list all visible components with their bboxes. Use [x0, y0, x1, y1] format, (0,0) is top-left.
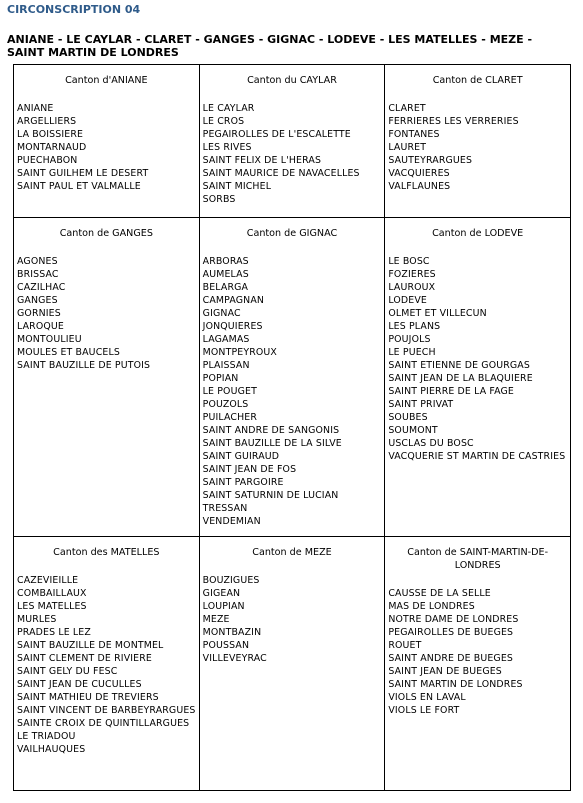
canton-cell: [14, 537, 200, 791]
commune-item: CAUSSE DE LA SELLE: [388, 588, 491, 599]
commune-item: POUSSAN: [202, 640, 250, 651]
commune-item: COMBAILLAUX: [17, 588, 87, 599]
commune-item: SAINT BAUZILLE DE MONTMEL: [17, 640, 164, 651]
commune-item: POUJOLS: [388, 334, 431, 345]
commune-item: SAINT ANDRE DE SANGONIS: [202, 425, 340, 436]
commune-item: VIOLS EN LAVAL: [388, 692, 466, 703]
commune-item: LE CROS: [202, 116, 245, 127]
canton-name: Canton du CAYLAR: [247, 75, 337, 86]
commune-item: SAINT ETIENNE DE GOURGAS: [388, 360, 530, 371]
commune-item: OLMET ET VILLECUN: [388, 308, 487, 319]
commune-item: MONTPEYROUX: [202, 347, 277, 358]
commune-item: SAINT JEAN DE CUCULLES: [17, 679, 142, 690]
table-row: [14, 218, 571, 537]
commune-item: SAINT MATHIEU DE TREVIERS: [17, 692, 159, 703]
commune-item: LES MATELLES: [17, 601, 87, 612]
commune-item: LAURET: [388, 142, 427, 153]
canton-name: Canton de CLARET: [432, 75, 523, 86]
commune-item: MOULES ET BAUCELS: [17, 347, 120, 358]
commune-item: PUILACHER: [202, 412, 258, 423]
commune-item: SAINT BAUZILLE DE LA SILVE: [202, 438, 342, 449]
commune-item: SAINT MICHEL: [202, 181, 272, 192]
commune-item: GIGNAC: [202, 308, 241, 319]
commune-item: ROUET: [388, 640, 422, 651]
commune-item: VAILHAUQUES: [17, 744, 86, 755]
canton-cell: [14, 65, 200, 218]
commune-item: VACQUIERES: [388, 168, 450, 179]
commune-item: LE POUGET: [202, 386, 257, 397]
commune-item: SAINT PAUL ET VALMALLE: [17, 181, 141, 192]
canton-name: Canton de GANGES: [59, 228, 153, 239]
commune-item: ARGELLIERS: [17, 116, 77, 127]
commune-item: SAINT GELY DU FESC: [17, 666, 118, 677]
commune-list: [203, 102, 382, 206]
commune-item: MONTOULIEU: [17, 334, 82, 345]
commune-item: JONQUIERES: [202, 321, 263, 332]
canton-cell: [14, 218, 200, 537]
commune-item: SAINT GUILHEM LE DESERT: [17, 168, 149, 179]
commune-list: [203, 255, 382, 528]
commune-item: VALFLAUNES: [388, 181, 451, 192]
commune-item: BRISSAC: [17, 269, 59, 280]
commune-item: LAROQUE: [17, 321, 64, 332]
commune-item: GORNIES: [17, 308, 61, 319]
commune-item: AGONES: [17, 256, 58, 267]
page-title: CIRCONSCRIPTION 04: [7, 3, 141, 16]
canton-cell: [385, 65, 571, 218]
commune-item: CAZILHAC: [17, 282, 66, 293]
commune-item: LA BOISSIERE: [17, 129, 84, 140]
commune-item: LAGAMAS: [202, 334, 250, 345]
commune-item: FERRIERES LES VERRERIES: [388, 116, 519, 127]
commune-item: NOTRE DAME DE LONDRES: [388, 614, 519, 625]
commune-item: MONTBAZIN: [202, 627, 262, 638]
canton-name: Canton de MEZE: [252, 547, 332, 558]
commune-item: AUMELAS: [202, 269, 249, 280]
commune-list: [17, 255, 196, 372]
commune-item: SAINT BAUZILLE DE PUTOIS: [17, 360, 151, 371]
commune-item: MURLES: [17, 614, 57, 625]
commune-item: SAINT MARTIN DE LONDRES: [388, 679, 523, 690]
table-row: [14, 537, 571, 791]
commune-item: SAINT JEAN DE LA BLAQUIERE: [388, 373, 533, 384]
canton-cell: [199, 537, 385, 791]
commune-item: SAINT CLEMENT DE RIVIERE: [17, 653, 152, 664]
commune-item: SAINT PIERRE DE LA FAGE: [388, 386, 514, 397]
commune-item: SAINT JEAN DE BUEGES: [388, 666, 502, 677]
commune-item: TRESSAN: [202, 503, 248, 514]
commune-item: VILLEVEYRAC: [202, 653, 267, 664]
commune-item: LES RIVES: [202, 142, 252, 153]
commune-item: LE PUECH: [388, 347, 436, 358]
commune-list: [388, 255, 567, 463]
commune-item: VACQUERIE ST MARTIN DE CASTRIES: [388, 451, 566, 462]
commune-item: LE TRIADOU: [17, 731, 76, 742]
table-row: [14, 65, 571, 218]
commune-item: CLARET: [388, 103, 426, 114]
commune-list: [17, 102, 196, 193]
commune-item: MEZE: [202, 614, 230, 625]
canton-name: Canton des MATELLES: [53, 547, 160, 558]
canton-name: Canton de GIGNAC: [246, 228, 338, 239]
commune-item: VIOLS LE FORT: [388, 705, 460, 716]
commune-item: ARBORAS: [202, 256, 249, 267]
canton-name: Canton de LODEVE: [432, 228, 524, 239]
commune-item: PEGAIROLLES DE L'ESCALETTE: [202, 129, 351, 140]
commune-item: FONTANES: [388, 129, 440, 140]
commune-item: GIGEAN: [202, 588, 241, 599]
commune-item: PRADES LE LEZ: [17, 627, 91, 638]
canton-cell: [385, 537, 571, 791]
commune-item: LOUPIAN: [202, 601, 245, 612]
commune-item: LAUROUX: [388, 282, 436, 293]
commune-item: SAINT JEAN DE FOS: [202, 464, 297, 475]
commune-item: SAINT MAURICE DE NAVACELLES: [202, 168, 360, 179]
commune-item: MAS DE LONDRES: [388, 601, 475, 612]
commune-item: SAUTEYRARGUES: [388, 155, 473, 166]
commune-item: ANIANE: [17, 103, 54, 114]
commune-item: LODEVE: [388, 295, 427, 306]
commune-item: BELARGA: [202, 282, 249, 293]
commune-item: SOUMONT: [388, 425, 438, 436]
cantons-table: [13, 64, 571, 791]
commune-list: [388, 587, 567, 717]
commune-item: MONTARNAUD: [17, 142, 87, 153]
commune-item: POUZOLS: [202, 399, 249, 410]
canton-cell: [199, 218, 385, 537]
commune-item: CAMPAGNAN: [202, 295, 265, 306]
commune-list: [203, 574, 382, 665]
commune-item: SORBS: [202, 194, 236, 205]
commune-item: SAINT GUIRAUD: [202, 451, 280, 462]
canton-name: Canton de SAINT-MARTIN-DE-LONDRES: [407, 547, 549, 571]
commune-item: LE CAYLAR: [202, 103, 255, 114]
commune-item: LES PLANS: [388, 321, 441, 332]
circonscription-heading: ANIANE - LE CAYLAR - CLARET - GANGES - GIGNAC - LODEVE - LES MATELLES - MEZE - SAINT MARTIN DE LONDRES: [7, 33, 533, 59]
commune-item: LE BOSC: [388, 256, 430, 267]
commune-list: [17, 574, 196, 756]
commune-list: [388, 102, 567, 193]
commune-item: FOZIERES: [388, 269, 436, 280]
commune-item: SAINT SATURNIN DE LUCIAN: [202, 490, 339, 501]
canton-cell: [199, 65, 385, 218]
commune-item: CAZEVIEILLE: [17, 575, 79, 586]
commune-item: PEGAIROLLES DE BUEGES: [388, 627, 514, 638]
commune-item: USCLAS DU BOSC: [388, 438, 474, 449]
commune-item: BOUZIGUES: [202, 575, 260, 586]
commune-item: SAINT ANDRE DE BUEGES: [388, 653, 514, 664]
commune-item: SAINT VINCENT DE BARBEYRARGUES: [17, 705, 196, 716]
commune-item: GANGES: [17, 295, 58, 306]
commune-item: SAINTE CROIX DE QUINTILLARGUES: [17, 718, 190, 729]
commune-item: SOUBES: [388, 412, 428, 423]
commune-item: POPIAN: [202, 373, 239, 384]
commune-item: SAINT FELIX DE L'HERAS: [202, 155, 322, 166]
commune-item: SAINT PRIVAT: [388, 399, 454, 410]
canton-name: Canton d'ANIANE: [65, 75, 148, 86]
commune-item: PUECHABON: [17, 155, 78, 166]
commune-item: PLAISSAN: [202, 360, 250, 371]
commune-item: VENDEMIAN: [202, 516, 261, 527]
commune-item: SAINT PARGOIRE: [202, 477, 284, 488]
canton-cell: [385, 218, 571, 537]
